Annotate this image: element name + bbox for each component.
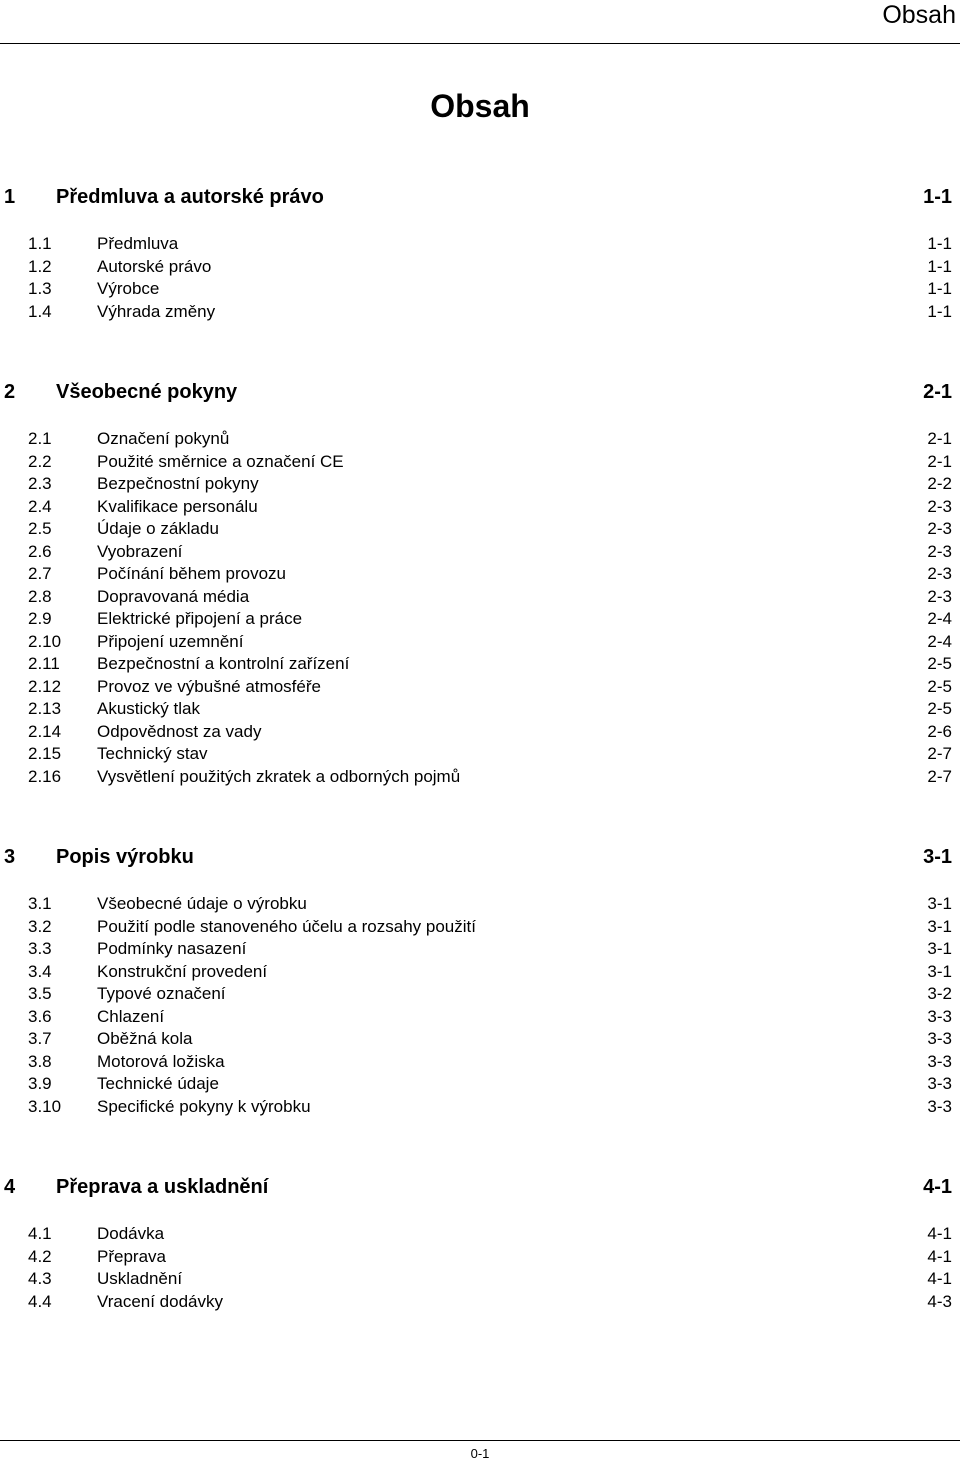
chapter-number: 4 [4, 1176, 16, 1198]
section-title: Přeprava [97, 1246, 166, 1266]
section-page-number: 3-1 [927, 961, 952, 981]
section-page-number: 1-1 [927, 279, 952, 298]
chapter-title: Přeprava a uskladnění [56, 1176, 269, 1198]
section-number: 2.11 [28, 654, 60, 673]
section-page-number: 1-1 [927, 234, 952, 253]
section-page-number: 1-1 [927, 301, 952, 321]
toc-section-entry[interactable] [0, 916, 960, 939]
section-page-number: 3-3 [927, 1051, 952, 1071]
section-number: 1.1 [28, 234, 52, 253]
section-title: Dodávka [97, 1224, 165, 1243]
toc-section-entry[interactable] [0, 893, 960, 916]
toc-section-entry[interactable] [0, 698, 960, 721]
section-page-number: 2-4 [927, 631, 952, 651]
section-number: 3.9 [28, 1074, 52, 1093]
section-number: 2.3 [28, 474, 52, 493]
section-number: 3.3 [28, 939, 52, 958]
section-number: 4.3 [28, 1269, 52, 1288]
section-title: Použité směrnice a označení CE [97, 451, 344, 471]
section-page-number: 2-3 [927, 564, 952, 583]
section-number: 3.1 [28, 894, 52, 913]
toc-section-entry[interactable] [0, 631, 960, 654]
toc-section-entry[interactable] [0, 301, 960, 324]
toc-section-entry[interactable] [0, 586, 960, 609]
section-page-number: 3-1 [927, 894, 952, 913]
toc-section-entry[interactable] [0, 473, 960, 496]
page-number: 0-1 [470, 1446, 490, 1461]
section-title: Výhrada změny [97, 301, 216, 321]
section-page-number: 2-3 [927, 586, 952, 606]
toc-section-list [0, 893, 960, 1118]
section-title: Autorské právo [97, 256, 212, 276]
section-page-number: 2-1 [927, 429, 952, 448]
toc-section-entry[interactable] [0, 766, 960, 789]
toc-chapter [0, 182, 960, 323]
section-number: 3.6 [28, 1006, 52, 1026]
chapter-number: 2 [4, 381, 16, 403]
chapter-title: Všeobecné pokyny [56, 381, 238, 403]
toc-section-entry[interactable] [0, 496, 960, 519]
section-title: Technické údaje [97, 1074, 219, 1093]
section-number: 2.9 [28, 609, 52, 628]
section-page-number: 2-5 [927, 654, 952, 673]
toc-section-list [0, 428, 960, 788]
toc-chapter-entry[interactable] [0, 182, 960, 212]
section-number: 2.14 [28, 721, 62, 741]
toc-section-list [0, 1223, 960, 1313]
section-page-number: 2-7 [927, 744, 952, 763]
section-number: 3.5 [28, 984, 52, 1003]
toc-section-entry[interactable] [0, 1073, 960, 1096]
toc-section-entry[interactable] [0, 233, 960, 256]
section-title: Provoz ve výbušné atmosféře [97, 676, 321, 696]
section-page-number: 3-3 [927, 1006, 952, 1026]
toc-section-entry[interactable] [0, 1028, 960, 1051]
toc-section-entry[interactable] [0, 676, 960, 699]
section-number: 1.3 [28, 279, 52, 298]
toc-section-entry[interactable] [0, 1223, 960, 1246]
header-rule [0, 43, 960, 44]
toc-chapter [0, 842, 960, 1118]
toc-section-entry[interactable] [0, 563, 960, 586]
toc-section-entry[interactable] [0, 653, 960, 676]
section-number: 2.6 [28, 541, 52, 561]
footer-rule [0, 1440, 960, 1441]
section-title: Dopravovaná média [97, 586, 250, 606]
running-header: Obsah [882, 1, 956, 29]
section-page-number: 2-4 [927, 609, 952, 628]
toc-section-entry[interactable] [0, 1096, 960, 1119]
toc-section-entry[interactable] [0, 278, 960, 301]
section-page-number: 3-3 [927, 1096, 952, 1116]
page-title: Obsah [430, 88, 530, 124]
section-title: Předmluva [97, 234, 179, 253]
toc-section-list [0, 233, 960, 323]
toc-section-entry[interactable] [0, 608, 960, 631]
section-page-number: 3-1 [927, 939, 952, 958]
section-number: 4.1 [28, 1224, 52, 1243]
section-title: Uskladnění [97, 1269, 183, 1288]
section-title: Typové označení [97, 984, 226, 1003]
section-title: Vysvětlení použitých zkratek a odborných pojmů [97, 766, 461, 786]
section-number: 2.10 [28, 631, 62, 651]
section-page-number: 2-6 [927, 721, 952, 741]
section-number: 2.15 [28, 744, 62, 763]
toc-chapter [0, 1172, 960, 1313]
section-number: 1.2 [28, 256, 52, 276]
toc-section-entry[interactable] [0, 256, 960, 279]
toc-section-entry[interactable] [0, 428, 960, 451]
section-title: Bezpečnostní pokyny [97, 474, 259, 493]
chapter-title: Popis výrobku [56, 846, 194, 868]
section-title: Specifické pokyny k výrobku [97, 1096, 311, 1116]
toc-section-entry[interactable] [0, 1268, 960, 1291]
chapter-page-number: 3-1 [923, 846, 952, 868]
toc-section-entry[interactable] [0, 541, 960, 564]
section-number: 2.8 [28, 586, 52, 606]
section-title: Výrobce [97, 279, 160, 298]
section-title: Motorová ložiska [97, 1051, 225, 1071]
toc-section-entry[interactable] [0, 1006, 960, 1029]
section-page-number: 3-3 [927, 1074, 952, 1093]
section-page-number: 3-1 [927, 916, 952, 936]
toc-section-entry[interactable] [0, 983, 960, 1006]
toc-section-entry[interactable] [0, 1291, 960, 1314]
section-page-number: 4-1 [927, 1246, 952, 1266]
section-page-number: 4-3 [927, 1291, 952, 1311]
section-number: 2.13 [28, 699, 62, 718]
section-number: 2.7 [28, 564, 52, 583]
section-title: Konstrukční provedení [97, 961, 268, 981]
section-title: Údaje o základu [97, 519, 219, 538]
section-title: Použití podle stanoveného účelu a rozsahy použití [97, 916, 476, 936]
section-number: 3.10 [28, 1096, 62, 1116]
section-page-number: 3-3 [927, 1029, 952, 1048]
section-page-number: 3-2 [927, 984, 952, 1003]
section-title: Označení pokynů [97, 429, 230, 448]
section-number: 3.2 [28, 916, 52, 936]
section-page-number: 2-1 [927, 451, 952, 471]
section-title: Odpovědnost za vady [97, 721, 262, 741]
chapter-number: 1 [4, 186, 16, 208]
section-page-number: 2-5 [927, 676, 952, 696]
toc-chapter [0, 377, 960, 788]
section-page-number: 2-2 [927, 474, 952, 493]
toc-section-entry[interactable] [0, 938, 960, 961]
section-number: 2.2 [28, 451, 52, 471]
section-number: 4.4 [28, 1291, 52, 1311]
toc-section-entry[interactable] [0, 518, 960, 541]
section-page-number: 2-3 [927, 541, 952, 561]
section-number: 1.4 [28, 301, 52, 321]
toc-chapter-entry[interactable] [0, 842, 960, 872]
section-title: Bezpečnostní a kontrolní zařízení [97, 654, 350, 673]
section-title: Všeobecné údaje o výrobku [97, 894, 307, 913]
section-number: 2.5 [28, 519, 52, 538]
toc-section-entry[interactable] [0, 961, 960, 984]
section-number: 3.7 [28, 1029, 52, 1048]
section-number: 3.4 [28, 961, 52, 981]
section-number: 2.4 [28, 496, 52, 516]
section-title: Připojení uzemnění [97, 631, 244, 651]
section-number: 4.2 [28, 1246, 52, 1266]
section-title: Oběžná kola [97, 1029, 193, 1048]
section-title: Počínání během provozu [97, 564, 287, 583]
section-title: Podmínky nasazení [97, 939, 247, 958]
section-title: Elektrické připojení a práce [97, 609, 303, 628]
chapter-page-number: 2-1 [923, 381, 952, 403]
section-number: 3.8 [28, 1051, 52, 1071]
section-page-number: 4-1 [927, 1269, 952, 1288]
section-page-number: 2-3 [927, 496, 952, 516]
toc-section-entry[interactable] [0, 721, 960, 744]
toc-chapter-entry[interactable] [0, 1172, 960, 1202]
toc-chapter-entry[interactable] [0, 377, 960, 407]
chapter-number: 3 [4, 846, 16, 868]
section-title: Chlazení [97, 1006, 165, 1026]
section-title: Akustický tlak [97, 699, 200, 718]
chapter-title: Předmluva a autorské právo [56, 186, 324, 208]
section-number: 2.1 [28, 429, 52, 448]
section-page-number: 1-1 [927, 256, 952, 276]
section-title: Technický stav [97, 744, 208, 763]
section-number: 2.12 [28, 676, 62, 696]
section-page-number: 2-3 [927, 519, 952, 538]
toc-section-entry[interactable] [0, 1246, 960, 1269]
chapter-page-number: 1-1 [923, 186, 952, 208]
section-title: Vracení dodávky [97, 1291, 223, 1311]
section-title: Kvalifikace personálu [97, 496, 258, 516]
section-page-number: 2-5 [927, 699, 952, 718]
toc-section-entry[interactable] [0, 743, 960, 766]
chapter-page-number: 4-1 [923, 1176, 952, 1198]
section-page-number: 4-1 [927, 1224, 952, 1243]
section-page-number: 2-7 [927, 766, 952, 786]
section-title: Vyobrazení [97, 541, 183, 561]
toc-section-entry[interactable] [0, 451, 960, 474]
section-number: 2.16 [28, 766, 62, 786]
toc-section-entry[interactable] [0, 1051, 960, 1074]
